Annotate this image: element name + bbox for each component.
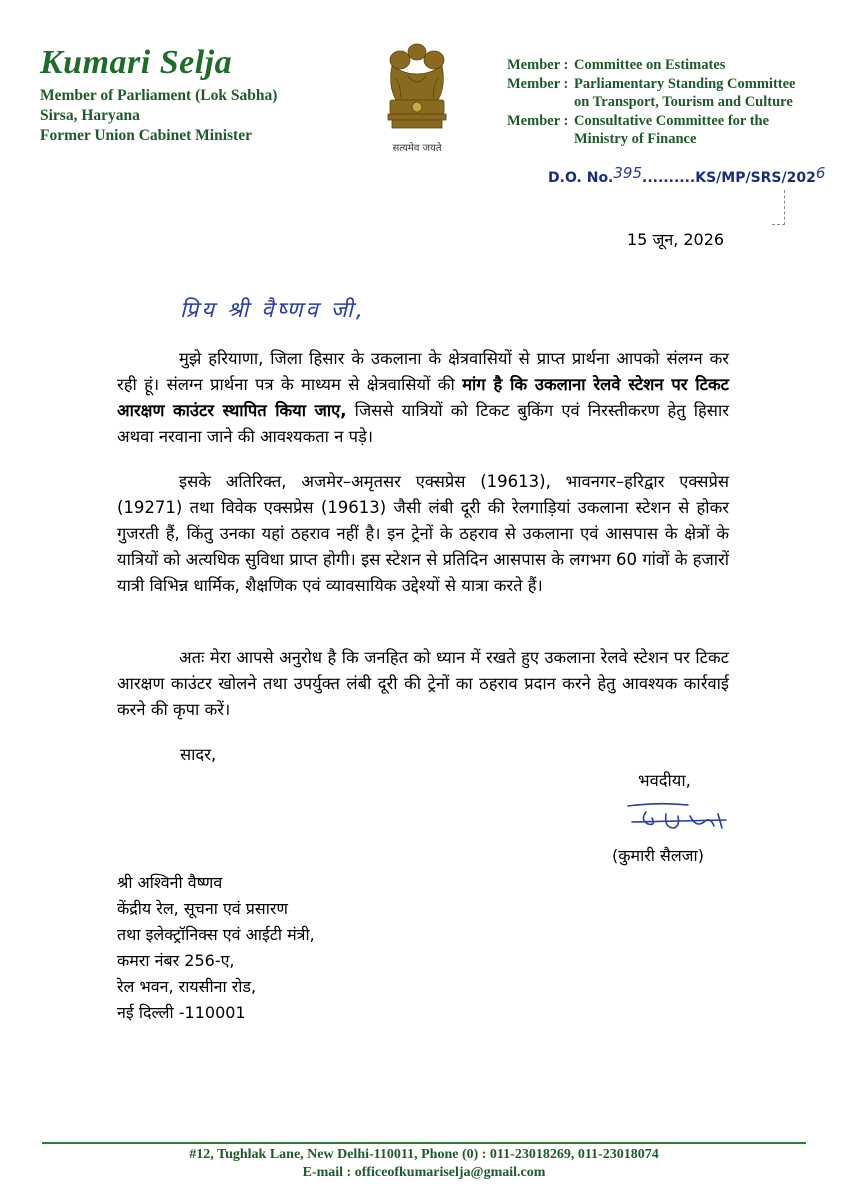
handwritten-signature (618, 798, 738, 838)
member-label: Member : (507, 75, 569, 92)
addressee-line: नई दिल्ली -110001 (117, 1003, 246, 1022)
designation-line: Sirsa, Haryana (40, 107, 140, 124)
paragraph-text: जिससे यात्रियों को टिकट बुकिंग एवं निरस्तीकरण हेतु हिसार अथवा नरवाना जाने की आवश्यकता न पड़े। (117, 401, 729, 446)
body-paragraph-3: अतः मेरा आपसे अनुरोध है कि जनहित को ध्यान में रखते हुए उकलाना रेलवे स्टेशन पर टिकट आरक्षण काउंटर खोलने तथा उपर्युक्त लंबी दूरी की ट्रेनों का ठहराव प्रदान करने हेतु आवश्यक कार्रवाई करने की कृपा करें। (117, 648, 729, 719)
national-emblem-icon (378, 38, 456, 156)
body-paragraph-1 (117, 346, 729, 450)
membership-item-cont: on Transport, Tourism and Culture (574, 94, 793, 110)
designation-line: Member of Parliament (Lok Sabha) (40, 87, 278, 104)
letter-date: 15 जून, 2026 (627, 230, 725, 249)
paragraph-bold-text: मांग है कि उकलाना रेलवे स्टेशन पर टिकट आरक्षण काउंटर स्थापित किया जाए, (117, 375, 729, 420)
emblem-motto: सत्यमेव जयते (392, 143, 442, 154)
membership-item: Parliamentary Standing Committee (574, 75, 796, 92)
addressee-line: रेल भवन, रायसीना रोड, (117, 977, 257, 996)
paragraph-text: मुझे हरियाणा, जिला हिसार के उकलाना के क्षेत्रवासियों से प्राप्त प्रार्थना आपको संलग्न कर रही हूं। संलग्न प्रार्थना पत्र के माध्यम से क्षेत्रवासियों की (117, 349, 729, 394)
signer-name: (कुमारी सैलजा) (612, 846, 704, 865)
letterhead-name: Kumari Selja (40, 44, 233, 81)
body-paragraph-2: इसके अतिरिक्त, अजमेर–अमृतसर एक्सप्रेस (19613), भावनगर–हरिद्वार एक्सप्रेस (19271) तथा विवेक एक्सप्रेस (19613) जैसी लंबी दूरी की रेलगाड़ियां उकलाना स्टेशन से होकर गुजरती हैं, किंतु उनका यहां ठहराव नहीं है। इन ट्रेनों के ठहराव से उकलाना एवं आसपास के क्षेत्रों के यात्रियों को अत्यधिक सुविधा प्राप्त होगी। इस स्टेशन से प्रतिदिन आसपास के लगभग 60 गांवों के हजारों यात्री विभिन्न धार्मिक, शैक्षणिक एवं व्यावसायिक उद्देश्यों से यात्रा करते हैं। (117, 472, 729, 595)
addressee-line: केंद्रीय रेल, सूचना एवं प्रसारण (117, 899, 288, 918)
committee-memberships (507, 56, 796, 149)
addressee-block (117, 870, 315, 1026)
footer-email: E-mail : officeofkumariselja@gmail.com (302, 1165, 546, 1180)
designation-line: Former Union Cabinet Minister (40, 127, 252, 144)
footer-divider (42, 1142, 806, 1144)
reference-year-digit: 6 (815, 164, 826, 182)
member-label: Member : (507, 57, 569, 73)
closing-bhavdiya: भवदीया, (638, 771, 691, 790)
membership-item-cont: Ministry of Finance (574, 131, 697, 147)
addressee-line: कमरा नंबर 256-ए, (117, 951, 235, 970)
letterhead-designations (40, 86, 277, 146)
stamp-mark (772, 190, 785, 225)
footer-address: #12, Tughlak Lane, New Delhi-110011, Phone (0) : 011-23018269, 011-23018074 (189, 1147, 659, 1162)
closing-sadar: सादर, (180, 745, 217, 764)
reference-prefix: D.O. No. (548, 170, 614, 186)
salutation: प्रिय श्री वैष्णव जी, (180, 298, 366, 323)
member-label: Member : (507, 112, 569, 129)
footer (0, 1146, 848, 1182)
reference-suffix: ..........KS/MP/SRS/202 (642, 170, 816, 186)
membership-item: Consultative Committee for the (574, 112, 770, 129)
reference-handwritten-number: 395 (613, 164, 643, 182)
membership-item: Committee on Estimates (574, 57, 726, 73)
reference-number (548, 164, 826, 186)
addressee-line: तथा इलेक्ट्रॉनिक्स एवं आईटी मंत्री, (117, 925, 315, 944)
addressee-line: श्री अश्विनी वैष्णव (117, 873, 223, 892)
